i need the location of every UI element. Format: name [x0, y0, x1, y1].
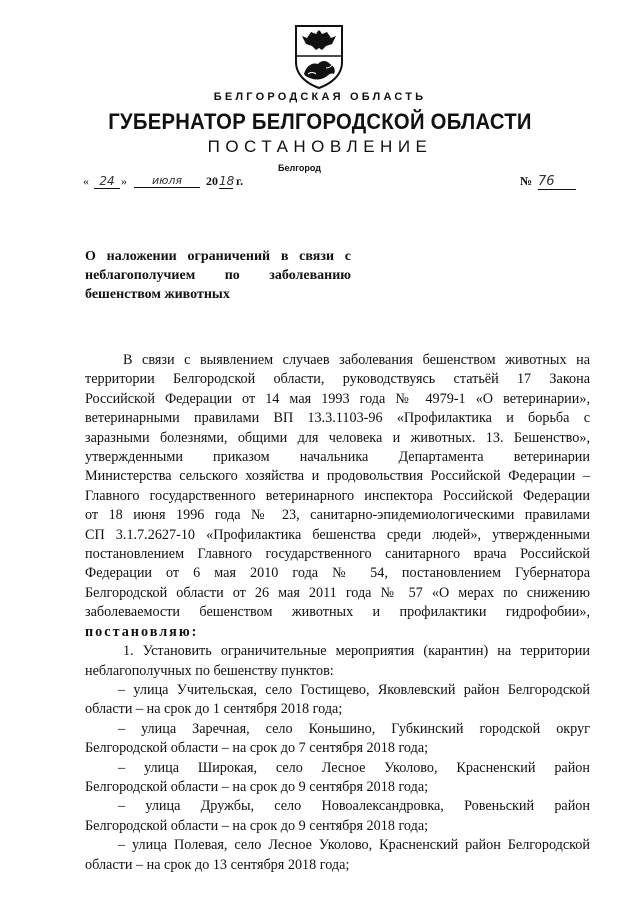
body-line: постановлением Главного государственного санитарного врача Российской	[85, 546, 590, 563]
body-line: заболеваемости бешенством животных и профилактики гидрофобии»,	[85, 604, 590, 621]
title-line: О наложении ограничений в связи с	[85, 249, 351, 264]
body-line: Министерства сельского хозяйства и продовольствия Российской Федерации –	[85, 468, 590, 485]
list-item-cont: Белгородской области – на срок до 9 сентября 2018 года;	[85, 778, 429, 795]
body-line: заразными болезнями, общими для человека и животных. 13. Бешенство»,	[85, 429, 590, 446]
document-body	[85, 351, 590, 875]
title-line: бешенством животных	[85, 287, 230, 302]
date-year-prefix: 20	[206, 174, 218, 188]
governor-heading: ГУБЕРНАТОР БЕЛГОРОДСКОЙ ОБЛАСТИ	[108, 109, 532, 134]
list-item-cont: области – на срок до 1 сентября 2018 года;	[85, 701, 343, 718]
list-item-cont: Белгородской области – на срок до 9 сентября 2018 года;	[85, 817, 429, 834]
list-item: – улица Дружбы, село Новоалександровка, Ровеньский район	[118, 798, 590, 815]
date-month: июля	[134, 174, 200, 188]
list-item: – улица Широкая, село Лесное Уколово, Красненский район	[118, 759, 590, 776]
city-label: Белгород	[278, 163, 321, 173]
list-item: – улица Учительская, село Гостищево, Яковлевский район Белгородской	[118, 681, 590, 698]
list-item-cont: Белгородской области – на срок до 7 сентября 2018 года;	[85, 740, 429, 757]
date-year-mark: г.	[236, 174, 244, 188]
body-line: от 18 июня 1996 года № 23, санитарно-эпидемиологическими правилами	[85, 507, 590, 524]
document-title	[85, 247, 351, 304]
document-type-heading: ПОСТАНОВЛЕНИЕ	[207, 137, 433, 156]
date-quote-close: »	[121, 174, 127, 188]
body-line: утвержденными приказом начальника Департамента ветеринарии	[85, 449, 590, 466]
list-item: – улица Заречная, село Коньшино, Губкинский городской округ	[118, 720, 590, 737]
body-line: СП 3.1.7.2627-10 «Профилактика бешенства среди людей», утвержденными	[85, 526, 590, 543]
title-line: неблагополучием по заболеванию	[85, 268, 351, 283]
body-line: территории Белгородской области, руководствуясь статьёй 17 Закона	[85, 371, 590, 388]
document-number: 76	[538, 174, 576, 190]
date-year-suffix: 18	[219, 174, 235, 188]
body-line: Федерации от 6 мая 2010 года № 54, постановлением Губернатора	[85, 565, 590, 582]
body-line: Белгородской области от 26 мая 2011 года № 57 «О мерах по снижению	[85, 584, 590, 601]
list-item-cont: области – на срок до 13 сентября 2018 года;	[85, 856, 350, 873]
date-day: 24	[94, 174, 120, 189]
body-line: 1. Установить ограничительные мероприятия (карантин) на территории	[123, 643, 590, 660]
date-quote-open: «	[83, 174, 89, 188]
region-heading: БЕЛГОРОДСКАЯ ОБЛАСТЬ	[213, 91, 427, 103]
list-item: – улица Полевая, село Лесное Уколово, Красненский район Белгородской	[118, 837, 590, 854]
body-line: В связи с выявлением случаев заболевания бешенством животных на	[123, 352, 590, 368]
body-line: Российской Федерации от 14 мая 1993 года № 4979-1 «О ветеринарии»,	[85, 390, 590, 407]
number-label: №	[520, 174, 533, 188]
coat-of-arms-icon	[290, 22, 348, 90]
body-line: Главного государственного ветеринарного инспектора Российской Федерации	[85, 487, 590, 504]
body-line: ветеринарными правилами ВП 13.3.1103-96 «Профилактика и борьба с	[85, 410, 590, 427]
decree-word: постановляю:	[85, 623, 199, 640]
body-line: неблагополучных по бешенству пунктов:	[85, 662, 334, 679]
